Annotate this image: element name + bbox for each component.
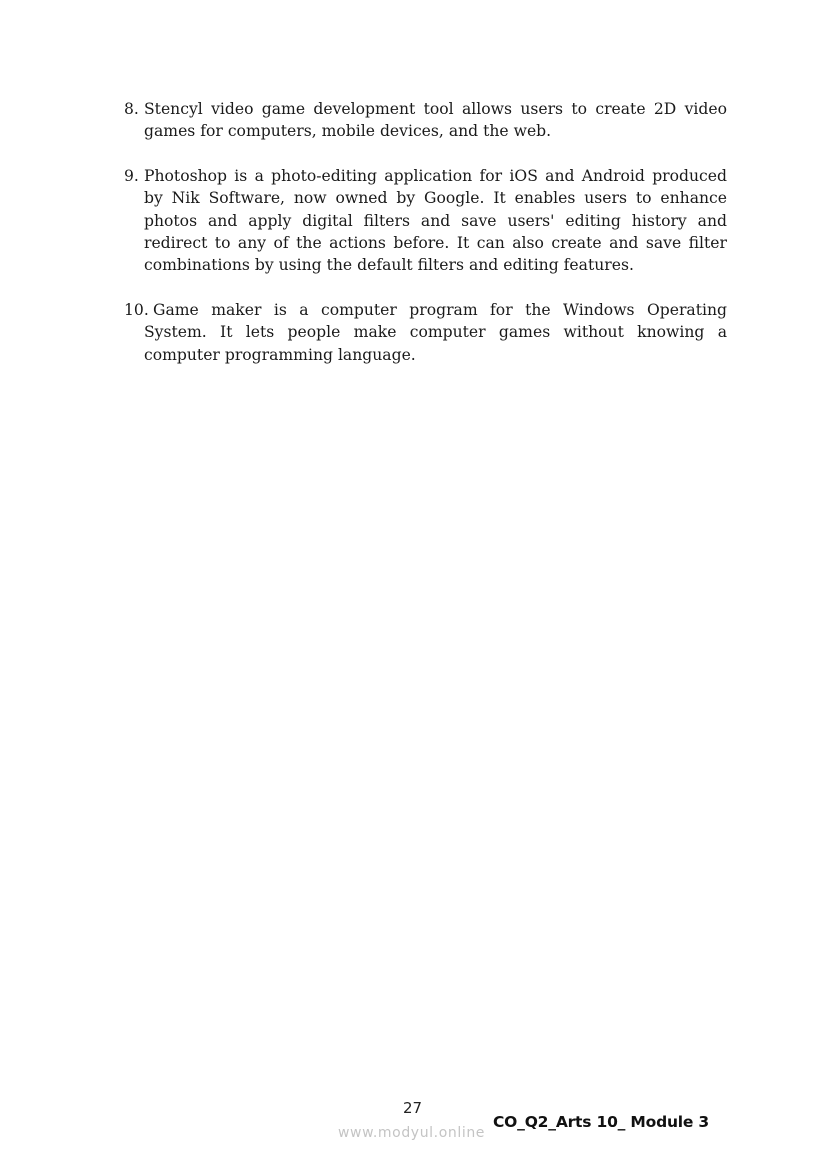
list-item-text: Game maker is a computer program for the Windows Operating System. It lets people make computer games without knowing a computer programming language. <box>144 300 727 364</box>
list-item <box>124 165 727 277</box>
list-item <box>124 98 727 143</box>
list-item-text: Photoshop is a photo-editing application for iOS and Android produced by Nik Software, now owned by Google. It enables users to enhance photos and apply digital filters and save users' editing history and redirect to any of the actions before. It can also create and save filter combinations by using the default filters and editing features. <box>144 166 727 275</box>
page-number: 27 <box>403 1099 423 1117</box>
module-code: CO_Q2_Arts 10_ Module 3 <box>493 1113 710 1131</box>
numbered-list <box>124 98 727 366</box>
list-item-number: 10. <box>124 300 149 319</box>
list-item-number: 8. <box>124 100 139 118</box>
watermark: www.modyul.online <box>338 1125 486 1141</box>
list-item-number: 9. <box>124 166 139 185</box>
list-item-text: Stencyl video game development tool allows users to create 2D video games for computers, mobile devices, and the web. <box>144 100 727 141</box>
list-item <box>124 299 727 366</box>
